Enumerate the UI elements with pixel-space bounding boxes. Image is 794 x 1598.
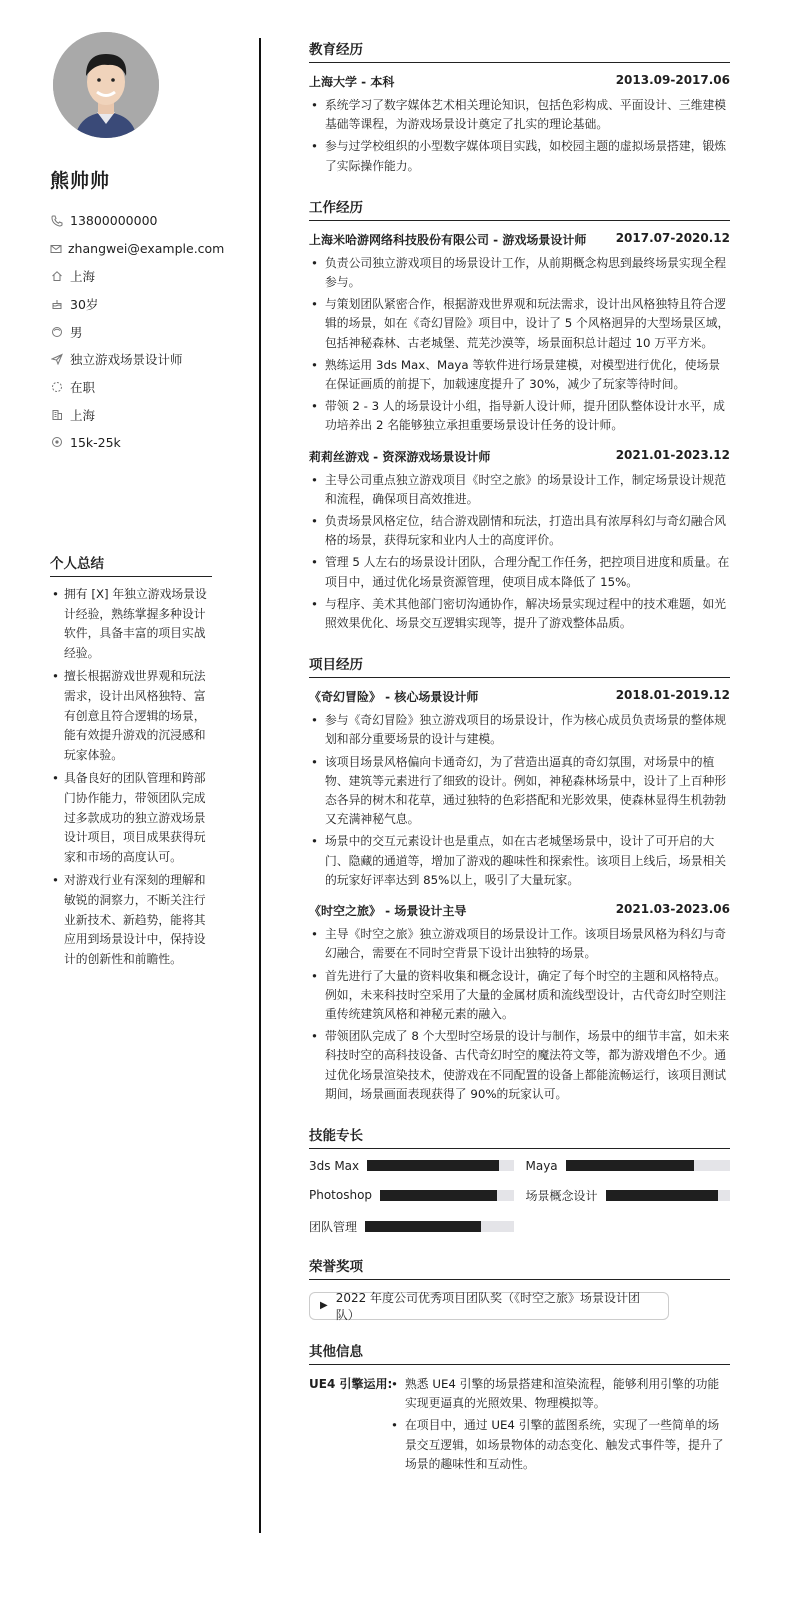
entry-title: 上海大学 - 本科 <box>309 75 395 89</box>
info-row <box>50 318 212 346</box>
projects-title: 项目经历 <box>309 653 730 678</box>
projects-entry <box>309 902 730 1104</box>
entry-header <box>309 688 730 705</box>
info-text: 13800000000 <box>70 213 158 229</box>
summary-item: • 擅长根据游戏世界观和玩法需求，设计出风格独特、富有创意且符合逻辑的场景，能有效提升游戏的沉浸感和玩家体验。 <box>50 667 212 765</box>
entry-date: 2013.09-2017.06 <box>615 73 730 87</box>
skill-bar-fill <box>367 1160 499 1171</box>
skill-item <box>526 1187 731 1204</box>
entry-bullets <box>309 254 730 436</box>
skill-bar-fill <box>606 1190 718 1201</box>
entry-date: 2021.03-2023.06 <box>615 902 730 917</box>
phone-icon <box>50 214 64 228</box>
projects-entry <box>309 688 730 890</box>
bullet-item: • 熟练运用 3ds Max、Maya 等软件进行场景建模，对模型进行优化，使场景在保证画质的前提下，加载速度提升了 30%，减少了玩家等待时间。 <box>309 356 730 394</box>
skill-label: Photoshop <box>309 1188 373 1203</box>
skill-bar <box>365 1221 513 1232</box>
info-row <box>50 345 212 373</box>
other-title: 其他信息 <box>309 1340 730 1365</box>
bullet-item: • 与策划团队紧密合作，根据游戏世界观和玩法需求，设计出风格独特且符合逻辑的场景，如在《奇幻冒险》项目中，设计了 5 个风格迥异的大型场景区域，包括神秘森林、古老城堡、荒芜沙漠等，场景面积总计超过 10 万平方米。 <box>309 295 730 353</box>
other-row <box>309 1375 730 1477</box>
entry-bullets <box>309 711 730 890</box>
skill-item <box>309 1218 514 1235</box>
info-text: 上海 <box>70 269 96 285</box>
info-row <box>50 290 212 318</box>
education-title: 教育经历 <box>309 38 730 63</box>
cake-icon <box>50 297 64 311</box>
info-text: 上海 <box>70 407 96 423</box>
other-item: • 熟悉 UE4 引擎的场景搭建和渲染流程，能够利用引擎的功能实现更逼真的光照效果、物理模拟等。 <box>389 1375 730 1413</box>
bullet-item: • 管理 5 人左右的场景设计团队，合理分配工作任务，把控项目进度和质量。在项目中，通过优化场景资源管理，使项目成本降低了 15%。 <box>309 553 730 591</box>
send-icon <box>50 352 64 366</box>
awards-section <box>309 1255 730 1320</box>
entry-title: 上海米哈游网络科技股份有限公司 - 游戏场景设计师 <box>309 232 587 247</box>
info-row <box>50 262 212 290</box>
avatar <box>53 32 159 138</box>
other-section <box>309 1340 730 1477</box>
skill-bar-fill <box>380 1190 497 1201</box>
entry-date: 2018.01-2019.12 <box>615 688 730 703</box>
info-text: 独立游戏场景设计师 <box>70 352 183 368</box>
skills-title: 技能专长 <box>309 1124 730 1149</box>
info-row <box>50 401 212 429</box>
entry-bullets <box>309 925 730 1104</box>
info-row <box>50 429 212 457</box>
awards-title: 荣誉奖项 <box>309 1255 730 1280</box>
entry-title: 《时空之旅》 - 场景设计主导 <box>309 904 467 919</box>
summary-list <box>50 585 212 969</box>
info-row <box>50 235 225 263</box>
main-column <box>309 38 730 1497</box>
bullet-item: • 主导《时空之旅》独立游戏项目的场景设计工作。该项目场景风格为科幻与奇幻融合，需要在不同时空背景下设计出独特的场景。 <box>309 925 730 963</box>
skill-label: 场景概念设计 <box>525 1188 598 1203</box>
entry-header <box>309 73 730 90</box>
entry-header <box>309 448 730 465</box>
skill-bar <box>380 1190 513 1201</box>
triangle-right-icon: ▶ <box>320 1300 328 1312</box>
work-entry <box>309 448 730 634</box>
skill-item <box>526 1159 731 1173</box>
bullet-item: • 主导公司重点独立游戏项目《时空之旅》的场景设计工作，制定场景设计规范和流程，确保项目高效推进。 <box>309 471 730 509</box>
bullet-item: • 带领 2 - 3 人的场景设计小组，指导新人设计师，提升团队整体设计水平，成功培养出 2 名能够独立承担重要场景设计任务的设计师。 <box>309 397 730 435</box>
skills-section <box>309 1124 730 1235</box>
info-text: 15k-25k <box>70 434 121 450</box>
other-item: • 在项目中，通过 UE4 引擎的蓝图系统，实现了一些简单的场景交互逻辑，如场景物体的动态变化、触发式事件等，提升了场景的趣味性和互动性。 <box>389 1416 730 1474</box>
entry-header <box>309 231 730 248</box>
bullet-item: • 负责公司独立游戏项目的场景设计工作，从前期概念构思到最终场景实现全程参与。 <box>309 254 730 292</box>
info-text: zhangwei@example.com <box>68 241 225 257</box>
award-item[interactable] <box>309 1292 669 1320</box>
bullet-item: • 首先进行了大量的资料收集和概念设计，确定了每个时空的主题和风格特点。例如，未来科技时空采用了大量的金属材质和流线型设计，古代奇幻时空则注重传统建筑风格和神秘元素的融入。 <box>309 967 730 1025</box>
projects-section <box>309 653 730 1104</box>
bullet-item: • 负责场景风格定位，结合游戏剧情和玩法，打造出具有浓厚科幻与奇幻融合风格的场景，获得玩家和业内人士的高度评价。 <box>309 512 730 550</box>
other-list <box>389 1375 730 1477</box>
bullet-item: • 系统学习了数字媒体艺术相关理论知识，包括色彩构成、平面设计、三维建模基础等课程，为游戏场景设计奠定了扎实的理论基础。 <box>309 96 730 134</box>
mail-icon <box>50 242 62 256</box>
skill-bar <box>367 1160 513 1171</box>
contact-info <box>50 207 225 456</box>
bullet-item: • 该项目场景风格偏向卡通奇幻，为了营造出逼真的奇幻氛围，对场景中的植物、建筑等元素进行了细致的设计。例如，神秘森林场景中，设计了上百种形态各异的树木和花草，通过独特的色彩搭配和光影效果，使森林显得生机勃勃又充满神秘气息。 <box>309 753 730 830</box>
info-text: 在职 <box>70 379 96 395</box>
other-label: UE4 引擎运用: <box>309 1376 393 1391</box>
entry-bullets <box>309 96 730 176</box>
skill-bar-fill <box>365 1221 481 1232</box>
skill-bar-fill <box>566 1160 694 1171</box>
skills-grid <box>309 1159 730 1235</box>
skill-item <box>309 1159 514 1173</box>
work-entry <box>309 231 730 436</box>
skill-item <box>309 1187 514 1204</box>
sidebar <box>50 32 225 456</box>
entry-date: 2017.07-2020.12 <box>615 230 730 245</box>
entry-bullets <box>309 471 730 634</box>
skill-label: 3ds Max <box>309 1158 360 1173</box>
status-icon <box>50 380 64 394</box>
bullet-item: • 与程序、美术其他部门密切沟通协作，解决场景实现过程中的技术难题，如光照效果优化、场景交互逻辑实现等，提升了游戏整体品质。 <box>309 595 730 633</box>
gender-icon <box>50 325 64 339</box>
bullet-item: • 参与《奇幻冒险》独立游戏项目的场景设计，作为核心成员负责场景的整体规划和部分重要场景的设计与建模。 <box>309 711 730 749</box>
bullet-item: • 参与过学校组织的小型数字媒体项目实践，如校园主题的虚拟场景搭建，锻炼了实际操作能力。 <box>309 137 730 175</box>
entry-title: 《奇幻冒险》 - 核心场景设计师 <box>309 690 479 705</box>
work-section <box>309 196 730 633</box>
skill-label: 团队管理 <box>309 1219 358 1234</box>
info-text: 30岁 <box>70 296 99 312</box>
info-row <box>50 373 212 401</box>
building-icon <box>50 408 64 422</box>
summary-item: • 具备良好的团队管理和跨部门协作能力，带领团队完成过多款成功的独立游戏场景设计项目，项目成果获得玩家和市场的高度认可。 <box>50 769 212 867</box>
education-entry <box>309 73 730 176</box>
candidate-name: 熊帅帅 <box>50 170 111 192</box>
bullet-item: • 场景中的交互元素设计也是重点，如在古老城堡场景中，设计了可开启的大门、隐藏的通道等，增加了游戏的趣味性和探索性。该项目上线后，场景相关的玩家好评率达到 85%以上，吸引了大量玩家。 <box>309 832 730 890</box>
skill-bar <box>606 1190 730 1201</box>
skill-bar <box>566 1160 730 1171</box>
award-text: 2022 年度公司优秀项目团队奖（《时空之旅》场景设计团队） <box>335 1290 641 1322</box>
entry-date: 2021.01-2023.12 <box>615 447 730 462</box>
info-text: 男 <box>70 324 83 340</box>
work-title: 工作经历 <box>309 196 730 221</box>
column-divider <box>259 38 261 1533</box>
home-icon <box>50 269 64 283</box>
summary-item: • 拥有 [X] 年独立游戏场景设计经验，熟练掌握多种设计软件，具备丰富的项目实战经验。 <box>50 585 212 663</box>
education-section <box>309 38 730 176</box>
summary-title: 个人总结 <box>50 552 212 577</box>
info-row <box>50 207 212 235</box>
skill-label: Maya <box>525 1158 558 1173</box>
entry-title: 莉莉丝游戏 - 资深游戏场景设计师 <box>309 449 491 464</box>
summary-item: • 对游戏行业有深刻的理解和敏锐的洞察力，不断关注行业新技术、新趋势，能将其应用到场景设计中，保持设计的创新性和前瞻性。 <box>50 871 212 969</box>
summary-section <box>50 552 212 973</box>
entry-header <box>309 902 730 919</box>
bullet-item: • 带领团队完成了 8 个大型时空场景的设计与制作，场景中的细节丰富，如未来科技时空的高科技设备、古代奇幻时空的魔法符文等，都为游戏增色不少。通过优化场景渲染技术，使游戏在不同配置的设备上都能流畅运行，该项目测试期间，场景画面表现获得了 90%的玩家认可。 <box>309 1027 730 1104</box>
salary-icon <box>50 435 64 449</box>
